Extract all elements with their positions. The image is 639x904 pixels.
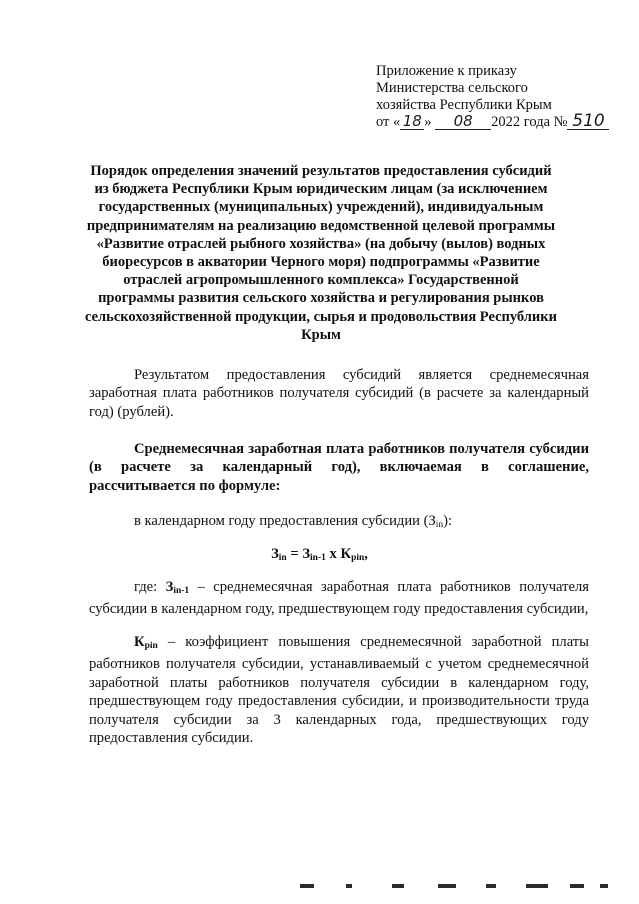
definition-z-sub: in-1 (173, 586, 190, 596)
paragraph-definition-k (89, 633, 589, 747)
header-line-1: Приложение к приказу (376, 63, 517, 79)
order-number-handwritten: 510 (567, 114, 609, 130)
document-title: Порядок определения значений результатов предоставления субсидий из бюджета Республики Крым юридическим лицам (за исключением государственных (муниципальных) учреждений), индивидуальным предпринимателям на реализацию ведомственной целевой программы «Развитие отраслей рыбного хозяйства» (на добычу (вылов) водных биоресурсов в акватории Черного моря) подпрограммы «Развитие отраслей агропромышленного комплекса» Государственной программы развития сельского хозяйства и регулирования рынков сельскохозяйственной продукции, сырья и продовольствия Республики Крым (84, 163, 557, 343)
date-prefix: от « (376, 114, 401, 130)
header-line-3: хозяйства Республики Крым (376, 97, 552, 113)
salary-formula (0, 546, 639, 563)
calendar-year-text: в календарном году предоставления субсидии (З (134, 513, 436, 529)
definition-k-text: – коэффициент повышения среднемесячной заработной платы работников получателя субсидии, устанавливаемый с учетом среднемесячной заработной платы работников получателя субсидии в календарном году, предшествующем году предоставления субсидии, и производительности труда получателя субсидии за 3 календарных года, предшествующих году предоставления субсидии. (89, 634, 589, 747)
paragraph-formula-intro: Среднемесячная заработная плата работников получателя субсидии (в расчете за календарный год), включаемая в соглашение, рассчитывается по формуле: (89, 441, 589, 494)
formula-eq: = З (286, 546, 311, 562)
header-line-2: Министерства сельского (376, 80, 528, 96)
formula-times: x К (325, 546, 352, 562)
formula-rhs2-sub: pin (351, 553, 365, 563)
definition-z-text: – среднемесячная заработная плата работников получателя субсидии в календарном году, предшествующем году предоставления субсидии, (89, 579, 589, 618)
formula-end: , (364, 546, 368, 562)
paragraph-definition-z (89, 578, 589, 619)
header-date-line (376, 111, 616, 131)
date-year: 2022 года № (491, 114, 568, 130)
paragraph-result: Результатом предоставления субсидий является среднемесячная заработная плата работников получателя субсидий (в расчете за календарный год) (рублей). (89, 367, 589, 420)
calendar-year-end: ): (443, 513, 453, 529)
date-month-handwritten: 08 (435, 114, 491, 130)
formula-rhs1-sub: in-1 (310, 553, 326, 563)
formula-lhs-sub: in (278, 553, 287, 563)
definition-k-symbol: К (134, 634, 145, 650)
definition-z-symbol: З (165, 579, 174, 595)
date-day-handwritten: 18 (400, 114, 424, 130)
scan-artifact-marks (300, 884, 620, 892)
definition-lead: где: (134, 579, 166, 595)
date-close-quote: » (424, 114, 432, 130)
definition-k-sub: pin (144, 641, 158, 651)
appendix-header (376, 63, 616, 131)
calendar-year-sub: in (435, 520, 444, 530)
formula-lhs: З (271, 546, 279, 562)
paragraph-calendar-year (89, 512, 589, 534)
